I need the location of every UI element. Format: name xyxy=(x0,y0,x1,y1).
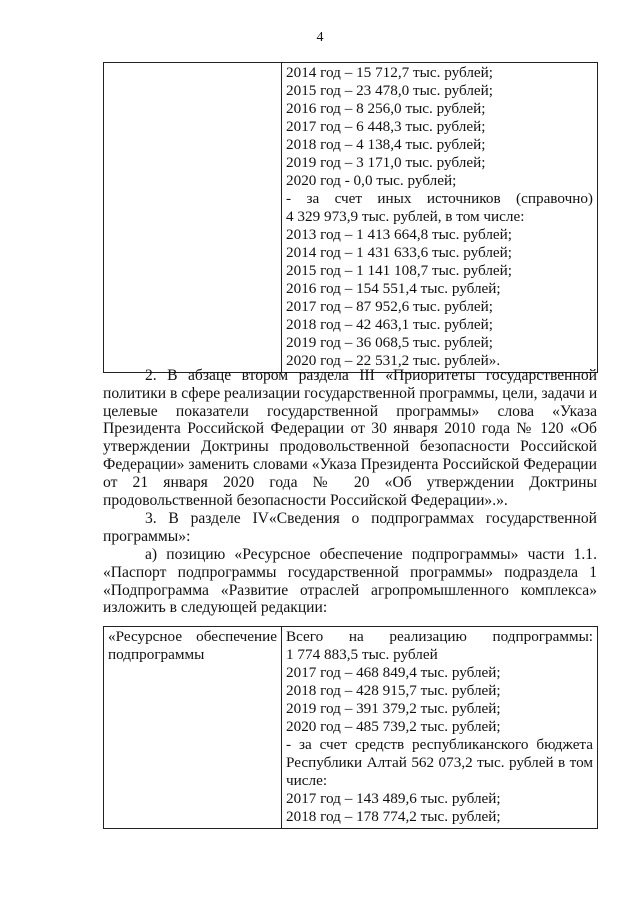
paragraph-line: продовольственной безопасности Российской Федерации».». xyxy=(103,491,508,509)
funding-line: 2018 год – 178 774,2 тыс. рублей; xyxy=(286,808,501,825)
paragraph-line: «Паспорт подпрограммы государственной программы» подраздела 1 xyxy=(103,563,597,581)
funding-line: 2018 год – 42 463,1 тыс. рублей; xyxy=(286,316,494,333)
funding-line: 2016 год – 8 256,0 тыс. рублей; xyxy=(286,100,486,117)
funding-line: 4 329 973,9 тыс. рублей, в том числе: xyxy=(286,208,525,225)
paragraph-line: «Подпрограмма «Развитие отраслей агропромышленного комплекса» xyxy=(103,581,597,599)
funding-line: 2013 год – 1 413 664,8 тыс. рублей; xyxy=(286,226,513,243)
funding-line: 2017 год – 468 849,4 тыс. рублей; xyxy=(286,664,501,681)
paragraph-line: программы»: xyxy=(103,527,191,545)
funding-line: 2020 год – 22 531,2 тыс. рублей». xyxy=(286,352,501,369)
paragraph-2 xyxy=(103,367,597,509)
paragraph-line: от 21 января 2020 года № 20 «Об утверждении Доктрины xyxy=(103,473,597,491)
funding-line: Республики Алтай 562 073,2 тыс. рублей в том xyxy=(286,754,593,771)
funding-line: 2019 год – 391 379,2 тыс. рублей; xyxy=(286,700,501,717)
funding-line: 2014 год – 15 712,7 тыс. рублей; xyxy=(286,64,494,81)
paragraph-line: Президента Российской Федерации от 30 января 2010 года № 120 «Об xyxy=(103,420,597,438)
page-number: 4 xyxy=(316,30,324,45)
table1-left-cell xyxy=(104,63,282,373)
funding-line: 2019 год – 3 171,0 тыс. рублей; xyxy=(286,154,486,171)
table1-right-cell xyxy=(282,63,598,373)
paragraph-3a xyxy=(103,546,597,617)
funding-line: 2018 год – 428 915,7 тыс. рублей; xyxy=(286,682,501,699)
funding-line: 2015 год – 23 478,0 тыс. рублей; xyxy=(286,82,494,99)
funding-line: 2019 год – 36 068,5 тыс. рублей; xyxy=(286,334,494,351)
paragraph-line: изложить в следующей редакции: xyxy=(103,599,328,617)
paragraph-line: 2. В абзаце втором раздела III «Приоритеты государственной xyxy=(145,367,597,384)
paragraph-line: политики в сфере реализации государственной программы, цели, задачи и xyxy=(103,384,598,402)
funding-line: - за счет иных источников (справочно) xyxy=(286,190,593,207)
funding-line: Всего на реализацию подпрограммы: xyxy=(286,628,593,645)
funding-line: 2018 год – 4 138,4 тыс. рублей; xyxy=(286,136,486,153)
resource-label-line1: «Ресурсное обеспечение xyxy=(108,628,277,645)
funding-line: числе: xyxy=(286,772,328,789)
funding-line: 2016 год – 154 551,4 тыс. рублей; xyxy=(286,280,501,297)
table2-left-cell xyxy=(104,627,282,829)
paragraph-line: а) позицию «Ресурсное обеспечение подпрограммы» части 1.1. xyxy=(145,546,597,563)
funding-line: 2017 год – 6 448,3 тыс. рублей; xyxy=(286,118,486,135)
paragraph-line: Федерации» заменить словами «Указа Президента Российской Федерации xyxy=(103,455,597,473)
funding-line: 2014 год – 1 431 633,6 тыс. рублей; xyxy=(286,244,513,261)
funding-line: 2020 год – 485 739,2 тыс. рублей; xyxy=(286,718,501,735)
funding-line: 2017 год – 87 952,6 тыс. рублей; xyxy=(286,298,494,315)
paragraph-line: 3. В разделе IV«Сведения о подпрограммах государственной xyxy=(145,510,597,527)
funding-line: 2015 год – 1 141 108,7 тыс. рублей; xyxy=(286,262,513,279)
funding-line: 2017 год – 143 489,6 тыс. рублей; xyxy=(286,790,501,807)
subprogram-funding-table xyxy=(103,626,598,829)
resource-label-line2: подпрограммы xyxy=(108,646,205,663)
paragraph-line: утверждении Доктрины продовольственной безопасности Российской xyxy=(103,438,597,456)
funding-table-continued xyxy=(103,62,598,373)
table2-right-cell xyxy=(282,627,598,829)
funding-line: - за счет средств республиканского бюджета xyxy=(286,736,593,753)
paragraph-3 xyxy=(103,510,597,546)
paragraph-line: целевые показатели государственной программы» слова «Указа xyxy=(103,402,597,420)
funding-line: 2020 год - 0,0 тыс. рублей; xyxy=(286,172,457,189)
funding-line: 1 774 883,5 тыс. рублей xyxy=(286,646,438,663)
